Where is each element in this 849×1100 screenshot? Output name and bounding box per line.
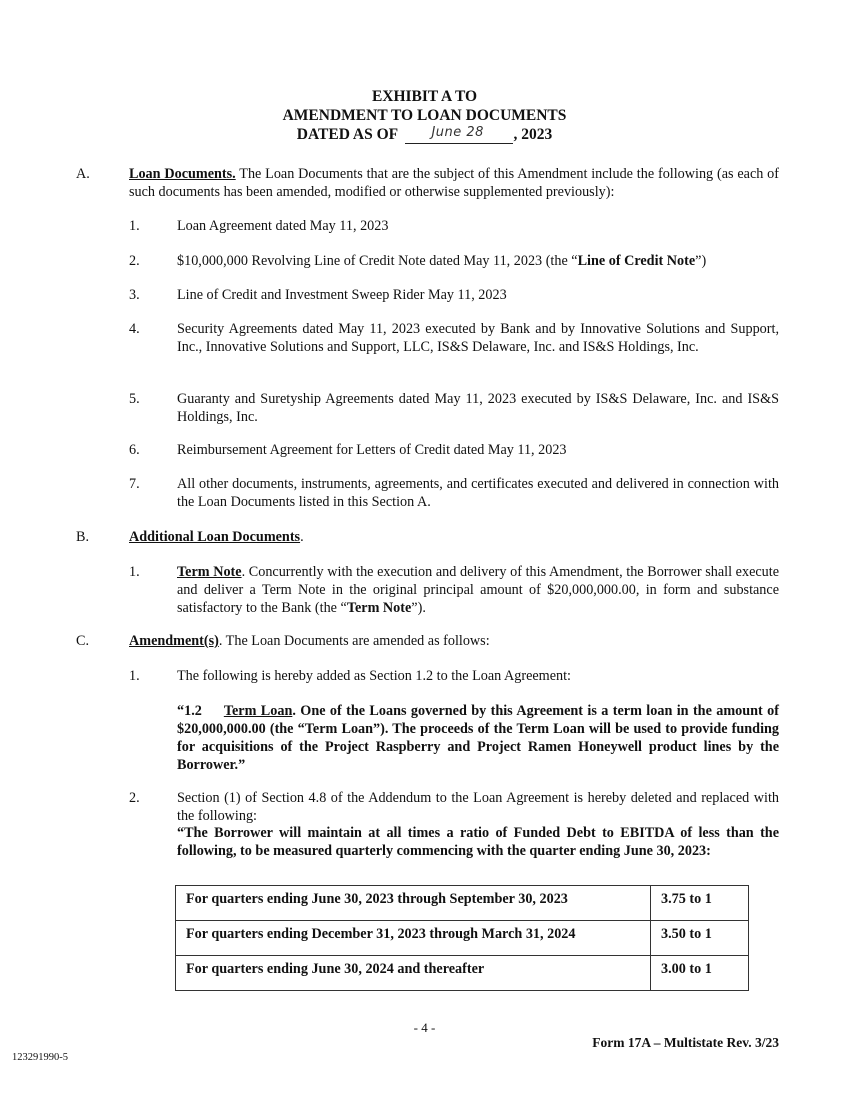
quote-section-title: Term Loan [223,703,293,719]
ratio-cell: 3.75 to 1 [651,886,749,921]
period-cell: For quarters ending June 30, 2023 through September 30, 2023 [176,886,651,921]
dated-prefix: DATED AS OF [296,126,398,143]
ratio-cell: 3.00 to 1 [651,956,749,991]
exhibit-title: EXHIBIT A TO [371,88,478,105]
quote-section-body: . One of the Loans governed by this Agreement is a term loan in the amount of $20,000,000.00 (the “Term Loan”). The proceeds of the Term Loan will be used to provide funding for acquisitions of the Project Raspberry and Project Ramen Honeywell product lines by the Borrower.” [177,703,779,773]
item-number: 4. [129,321,140,337]
date-blank [405,126,513,144]
defined-term: Line of Credit Note [577,253,696,269]
list-item [177,252,779,270]
section-a-intro-text: The Loan Documents that are the subject of this Amendment include the following (as each of such documents has been amended, modified or otherwise supplemented previously): [129,166,779,200]
section-c-intro: . The Loan Documents are amended as follows: [218,633,490,649]
term-note-text-end: ”). [411,600,426,616]
item-number: 1. [129,564,140,580]
table-row [176,886,749,921]
term-note-text: Concurrently with the execution and delivery of this Amendment, the Borrower shall execute and deliver a Term Note in the original principal amount of $20,000,000.00, in form and substance satisfactory to the Bank (the “ [177,564,779,616]
list-item: All other documents, instruments, agreements, and certificates executed and delivered in connection with the Loan Documents listed in this Section A. [177,476,779,510]
item-number: 2. [129,790,140,806]
dated-line [0,126,849,144]
section-c-heading [129,632,779,650]
form-label: Form 17A – Multistate Rev. 3/23 [592,1035,779,1050]
quote-section-number: “1.2 [177,703,202,719]
section-b-title-suffix: . [300,529,304,545]
section-a-title: Loan Documents. [129,166,236,182]
section-a-letter: A. [76,166,90,182]
list-item: Guaranty and Suretyship Agreements dated May 11, 2023 executed by IS&S Delaware, Inc. and IS&S Holdings, Inc. [177,391,779,425]
item-number: 6. [129,442,140,458]
handwritten-date: June 28 [431,125,484,140]
period-cell: For quarters ending June 30, 2024 and thereafter [176,956,651,991]
ratio-cell: 3.50 to 1 [651,921,749,956]
section-b-title: Additional Loan Documents [129,529,301,545]
amendment-item-text: The following is hereby added as Section 1.2 to the Loan Agreement: [177,668,571,684]
item-number: 2. [129,253,140,269]
item-number: 3. [129,287,140,303]
term-note-title: Term Note [177,564,242,580]
period-cell: For quarters ending December 31, 2023 through March 31, 2024 [176,921,651,956]
page-number: - 4 - [413,1020,436,1035]
table-row [176,921,749,956]
section-c-letter: C. [76,633,90,649]
defined-term: Term Note [346,600,412,616]
section-b-heading [129,528,779,546]
item-text: ”) [695,253,707,269]
list-item: Loan Agreement dated May 11, 2023 [177,218,389,234]
list-item: Line of Credit and Investment Sweep Rider May 11, 2023 [177,287,507,303]
table-row [176,956,749,991]
section-b-letter: B. [76,529,90,545]
term-note-title-suffix: . [241,564,246,580]
ratio-table [175,885,749,991]
document-id: 123291990-5 [12,1052,68,1063]
item-text: $10,000,000 Revolving Line of Credit Note dated May 11, 2023 (the “ [177,253,578,269]
list-item: Security Agreements dated May 11, 2023 executed by Bank and by Innovative Solutions and Support, Inc., Innovative Solutions and Support, LLC, IS&S Delaware, Inc. and IS&S Holdings, Inc. [177,321,779,355]
amendment-title: AMENDMENT TO LOAN DOCUMENTS [282,107,567,124]
list-item: Reimbursement Agreement for Letters of Credit dated May 11, 2023 [177,442,567,458]
term-note-paragraph [177,563,779,617]
item-number: 1. [129,218,140,234]
dated-suffix: , 2023 [513,126,553,143]
item-number: 7. [129,476,140,492]
ratio-covenant-quote: “The Borrower will maintain at all times a ratio of Funded Debt to EBITDA of less than the following, to be measured quarterly commencing with the quarter ending June 30, 2023: [177,825,779,859]
section-a-intro [129,165,779,201]
item-number: 5. [129,391,140,407]
item-number: 1. [129,668,140,684]
amendment-item-text: Section (1) of Section 4.8 of the Addendum to the Loan Agreement is hereby deleted and replaced with the following: [177,790,779,824]
section-1-2-quote [177,702,779,774]
section-c-title: Amendment(s) [129,633,219,649]
